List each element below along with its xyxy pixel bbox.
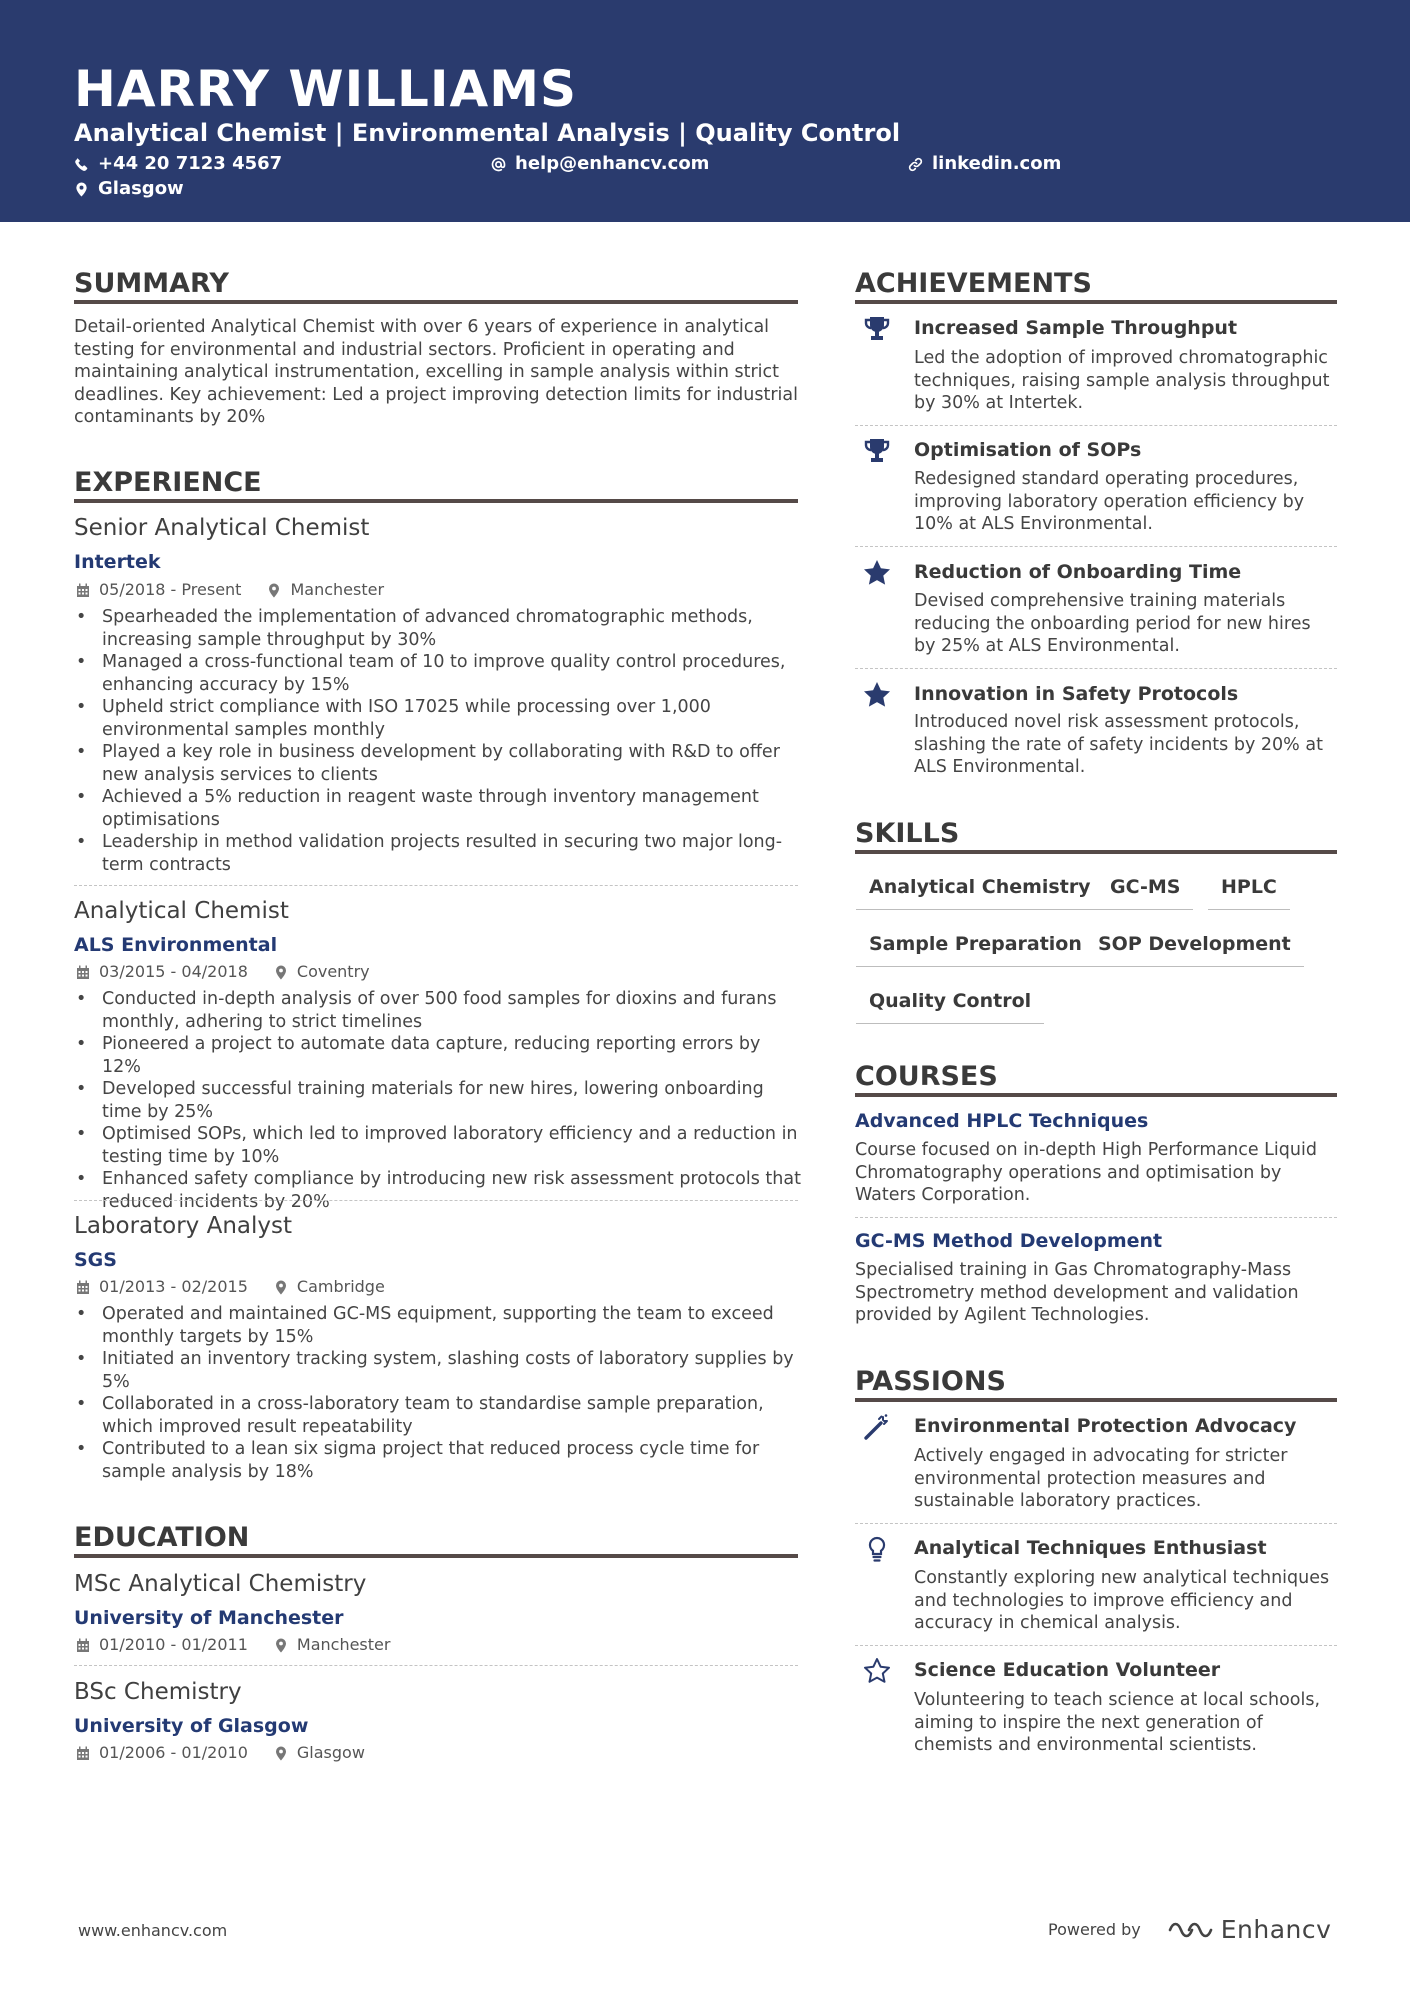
bullet-item: • Optimised SOPs, which led to improved laboratory efficiency and a reduction in testing time by 10% <box>74 1123 804 1168</box>
education-location: Glasgow <box>296 1743 365 1762</box>
passion-desc: Actively engaged in advocating for stricter environmental protection measures and sustainable laboratory practices. <box>914 1446 1288 1511</box>
trophy-icon <box>862 314 892 344</box>
passions-heading: PASSIONS <box>855 1366 1006 1397</box>
job-company: ALS Environmental <box>74 934 278 956</box>
candidate-headline: Analytical Chemist | Environmental Analysis | Quality Control <box>74 119 901 147</box>
education-meta <box>76 1743 365 1763</box>
lightbulb-icon <box>862 1534 892 1564</box>
achievements-rule <box>855 300 1337 304</box>
job-role: Laboratory Analyst <box>74 1213 293 1239</box>
bullet-item: • Contributed to a lean six sigma project that reduced process cycle time for sample analysis by 18% <box>74 1438 804 1483</box>
course-desc: Specialised training in Gas Chromatography-Mass Spectrometry method development and validation provided by Agilent Technologies. <box>855 1260 1299 1325</box>
school-name: University of Manchester <box>74 1607 344 1629</box>
job-dates: 05/2018 - Present <box>99 580 242 599</box>
location-pin-icon <box>274 1280 288 1295</box>
job-role: Senior Analytical Chemist <box>74 515 370 541</box>
summary-heading: SUMMARY <box>74 268 229 299</box>
bullet-item: • Operated and maintained GC-MS equipment, supporting the team to exceed monthly targets by 15% <box>74 1303 804 1348</box>
course-desc: Course focused on in-depth High Performance Liquid Chromatography operations and optimisation by Waters Corporation. <box>855 1140 1317 1205</box>
magic-wand-icon <box>862 1412 892 1442</box>
achievement-title: Reduction of Onboarding Time <box>914 561 1242 583</box>
bullet-item: • Initiated an inventory tracking system, slashing costs of laboratory supplies by 5% <box>74 1348 804 1393</box>
contact-email[interactable] <box>491 153 709 175</box>
email-text: help@enhancv.com <box>515 153 710 174</box>
courses-rule <box>855 1093 1337 1097</box>
experience-heading: EXPERIENCE <box>74 467 262 498</box>
achievements-heading: ACHIEVEMENTS <box>855 268 1092 299</box>
achievement-desc: Led the adoption of improved chromatographic techniques, raising sample analysis throughput by 30% at Intertek. <box>914 348 1330 413</box>
powered-by-text: Powered by <box>1048 1920 1141 1939</box>
passion-title: Science Education Volunteer <box>914 1659 1221 1681</box>
achievement-title: Increased Sample Throughput <box>914 317 1238 339</box>
passion-desc: Volunteering to teach science at local schools, aiming to inspire the next generation of chemists and environmental scientists. <box>914 1690 1321 1755</box>
skills-heading: SKILLS <box>855 818 960 849</box>
at-icon <box>491 157 506 172</box>
star-outline-icon <box>862 1656 892 1686</box>
divider <box>855 1217 1337 1218</box>
contact-linkedin[interactable] <box>908 153 1061 175</box>
summary-rule <box>74 300 798 304</box>
link-icon <box>908 157 923 172</box>
brand-logo[interactable] <box>1167 1917 1332 1943</box>
trophy-icon <box>862 436 892 466</box>
calendar-icon <box>76 1280 90 1295</box>
divider <box>855 1523 1337 1524</box>
courses-heading: COURSES <box>855 1061 998 1092</box>
divider <box>855 1645 1337 1646</box>
education-dates: 01/2006 - 01/2010 <box>99 1743 248 1762</box>
summary-text: Detail-oriented Analytical Chemist with over 6 years of experience in analytical testing for environmental and industrial sectors. Proficient in operating and maintaining analytical instrumentation, excelling in sample analysis within strict deadlines. Key achievement: Led a project improving detection limits for industrial contaminants by 20% <box>74 317 799 427</box>
footer-website[interactable]: www.enhancv.com <box>78 1921 228 1940</box>
job-dates: 01/2013 - 02/2015 <box>99 1277 248 1296</box>
achievement-title: Innovation in Safety Protocols <box>914 683 1239 705</box>
star-icon <box>862 680 892 710</box>
degree-title: MSc Analytical Chemistry <box>74 1571 367 1597</box>
education-heading: EDUCATION <box>74 1522 250 1553</box>
job-bullets <box>74 1303 804 1483</box>
skill-tag: Analytical Chemistry <box>856 875 1104 910</box>
bullet-item: • Developed successful training materials for new hires, lowering onboarding time by 25% <box>74 1078 804 1123</box>
bullet-item: • Upheld strict compliance with ISO 17025 while processing over 1,000 environmental samples monthly <box>74 696 804 741</box>
experience-rule <box>74 499 798 503</box>
calendar-icon <box>76 583 90 598</box>
passion-title: Environmental Protection Advocacy <box>914 1415 1297 1437</box>
job-location: Cambridge <box>296 1277 385 1296</box>
bullet-item: • Managed a cross-functional team of 10 to improve quality control procedures, enhancing accuracy by 15% <box>74 651 804 696</box>
phone-icon <box>74 157 89 172</box>
location-text: Glasgow <box>98 178 184 199</box>
linkedin-text: linkedin.com <box>932 153 1062 174</box>
skill-tag: HPLC <box>1208 875 1290 910</box>
location-pin-icon <box>74 182 89 197</box>
skill-tag: GC-MS <box>1097 875 1193 910</box>
course-title: GC-MS Method Development <box>855 1230 1163 1252</box>
phone-text: +44 20 7123 4567 <box>98 153 283 174</box>
divider <box>855 546 1337 547</box>
bullet-item: • Played a key role in business development by collaborating with R&D to offer new analysis services to clients <box>74 741 804 786</box>
enhancv-logo-icon <box>1167 1917 1213 1943</box>
education-dates: 01/2010 - 01/2011 <box>99 1635 248 1654</box>
course-title: Advanced HPLC Techniques <box>855 1110 1149 1132</box>
footer-powered <box>1048 1917 1331 1943</box>
divider <box>855 668 1337 669</box>
contact-location <box>74 178 184 200</box>
location-pin-icon <box>274 1638 288 1653</box>
skills-rule <box>855 850 1337 854</box>
bullet-item: • Conducted in-depth analysis of over 500 food samples for dioxins and furans monthly, adhering to strict timelines <box>74 988 804 1033</box>
bullet-item: • Enhanced safety compliance by introducing new risk assessment protocols that reduced incidents by 20% <box>74 1168 804 1213</box>
job-meta <box>76 580 384 600</box>
bullet-item: • Pioneered a project to automate data capture, reducing reporting errors by 12% <box>74 1033 804 1078</box>
candidate-name: HARRY WILLIAMS <box>74 60 577 118</box>
education-rule <box>74 1554 798 1558</box>
job-meta <box>76 1277 385 1297</box>
calendar-icon <box>76 965 90 980</box>
education-location: Manchester <box>296 1635 391 1654</box>
degree-title: BSc Chemistry <box>74 1679 242 1705</box>
divider <box>74 885 798 886</box>
job-location: Coventry <box>296 962 370 981</box>
job-company: Intertek <box>74 551 161 573</box>
job-company: SGS <box>74 1249 117 1271</box>
job-dates: 03/2015 - 04/2018 <box>99 962 248 981</box>
job-location: Manchester <box>290 580 385 599</box>
job-role: Analytical Chemist <box>74 898 289 924</box>
location-pin-icon <box>267 583 281 598</box>
brand-name: Enhancv <box>1220 1915 1332 1944</box>
bullet-item: • Achieved a 5% reduction in reagent waste through inventory management optimisations <box>74 786 804 831</box>
education-meta <box>76 1635 390 1655</box>
job-bullets <box>74 988 804 1213</box>
skill-tag: Quality Control <box>856 989 1044 1024</box>
achievement-desc: Redesigned standard operating procedures, improving laboratory operation efficiency by 10% at ALS Environmental. <box>914 469 1305 534</box>
achievement-desc: Devised comprehensive training materials reducing the onboarding period for new hires by 25% at ALS Environmental. <box>914 591 1311 656</box>
bullet-item: • Spearheaded the implementation of advanced chromatographic methods, increasing sample throughput by 30% <box>74 606 804 651</box>
passions-rule <box>855 1398 1337 1402</box>
passion-desc: Constantly exploring new analytical techniques and technologies to improve efficiency and accuracy in chemical analysis. <box>914 1568 1330 1633</box>
location-pin-icon <box>274 1746 288 1761</box>
bullet-item: • Leadership in method validation projects resulted in securing two major long-term contracts <box>74 831 804 876</box>
passion-title: Analytical Techniques Enthusiast <box>914 1537 1267 1559</box>
divider <box>855 425 1337 426</box>
school-name: University of Glasgow <box>74 1715 309 1737</box>
contact-phone[interactable] <box>74 153 282 175</box>
achievement-title: Optimisation of SOPs <box>914 439 1142 461</box>
calendar-icon <box>76 1638 90 1653</box>
divider <box>74 1665 798 1666</box>
divider <box>74 1200 798 1201</box>
location-pin-icon <box>274 965 288 980</box>
skill-tag: Sample Preparation <box>856 932 1095 967</box>
star-icon <box>862 558 892 588</box>
job-meta <box>76 962 370 982</box>
job-bullets <box>74 606 804 876</box>
calendar-icon <box>76 1746 90 1761</box>
resume-header <box>0 0 1410 222</box>
skill-tag: SOP Development <box>1085 932 1304 967</box>
bullet-item: • Collaborated in a cross-laboratory team to standardise sample preparation, which improved result repeatability <box>74 1393 804 1438</box>
achievement-desc: Introduced novel risk assessment protocols, slashing the rate of safety incidents by 20% at ALS Environmental. <box>914 712 1323 777</box>
